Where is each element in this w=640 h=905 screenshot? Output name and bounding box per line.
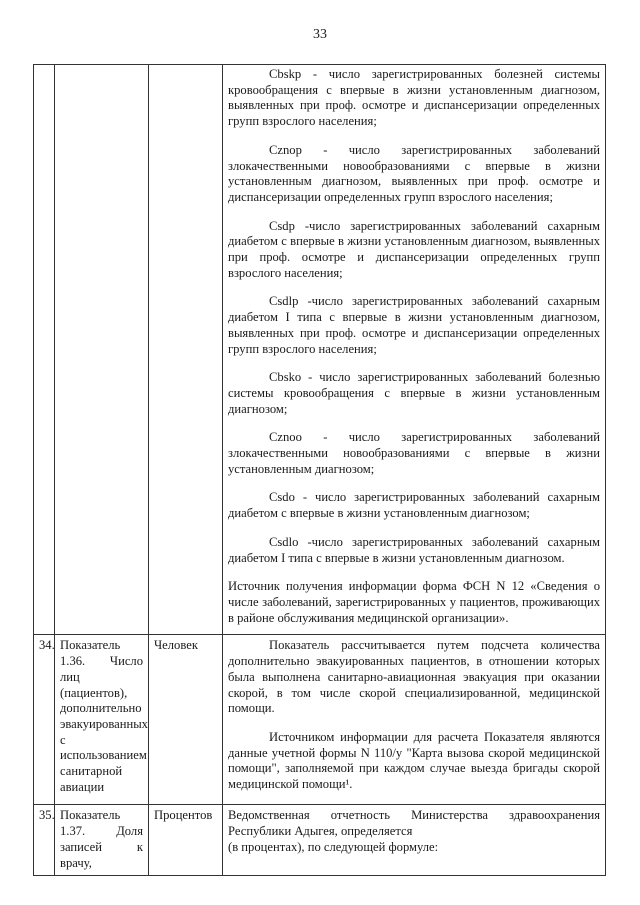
row-number-cell: 35. (34, 805, 55, 876)
description-cell (223, 805, 606, 876)
row-number-cell (34, 65, 55, 635)
unit-cell: Процентов (149, 805, 223, 876)
description-cell (223, 65, 606, 635)
indicator-table (33, 64, 606, 876)
table-row-34 (34, 635, 606, 805)
data-source-paragraph: Источником информации для расчета Показателя являются данные учетной формы N 110/у "Карта вызова скорой медицинской помощи", заполняемой при каждом случае выезда бригады скорой медицинской помощи¹. (228, 729, 600, 792)
indicator-name-cell (55, 65, 149, 635)
definition-csdo: Csdo - число зарегистрированных заболеваний сахарным диабетом с впервые в жизни установленным диагнозом; (228, 490, 600, 521)
indicator-name-cell: Показатель 1.36. Число лиц (пациентов), дополнительно эвакуированных с использованием санитарной авиации (55, 635, 149, 805)
definition-csdlp: Csdlp -число зарегистрированных заболеваний сахарным диабетом I типа с впервые в жизни установленным диагнозом, выявленных при проф. осмотре и диспансеризации определенных групп взрослого населения; (228, 294, 600, 356)
definition-cznop: Cznop - число зарегистрированных заболеваний злокачественными новообразованиями с впервые в жизни установленным диагнозом, выявленных при проф. осмотре и диспансеризации определенных групп взрослого населения; (228, 142, 600, 204)
page-number: 33 (313, 27, 327, 42)
description-cell (223, 635, 606, 805)
table-row-continued (34, 65, 606, 635)
formula-intro-line: (в процентах), по следующей формуле: (228, 839, 439, 854)
unit-cell: Человек (149, 635, 223, 805)
data-source-paragraph: Источник получения информации форма ФСН N 12 «Сведения о числе заболеваний, зарегистрированных у пациентов, проживающих в районе обслуживания медицинской организации». (228, 579, 600, 625)
definition-cbsko: Cbsko - число зарегистрированных заболеваний болезнью системы кровообращения с впервые в жизни установленным диагнозом; (228, 370, 600, 416)
calculation-paragraph: Показатель рассчитывается путем подсчета количества дополнительно эвакуированных пациентов, в отношении которых была выполнена санитарно-авиационная эвакуация при оказании скорой, в том числе скорой специализированной, медицинской помощи. (228, 638, 600, 716)
definition-csdlo: Csdlo -число зарегистрированных заболеваний сахарным диабетом I типа с впервые в жизни установленным диагнозом. (228, 534, 600, 565)
definition-cznoo: Cznoo - число зарегистрированных заболеваний злокачественными новообразованиями с впервые в жизни установленным диагнозом; (228, 430, 600, 476)
row-number-cell: 34. (34, 635, 55, 805)
table-row-35 (34, 805, 606, 876)
definition-csdp: Csdp -число зарегистрированных заболеваний сахарным диабетом с впервые в жизни установленным диагнозом, выявленных при проф. осмотре и диспансеризации определенных групп взрослого населения; (228, 218, 600, 280)
definition-cbskp: Cbskp - число зарегистрированных болезней системы кровообращения с впервые в жизни установленным диагнозом, выявленных при проф. осмотре и диспансеризации определенных групп взрослого населения; (228, 67, 600, 129)
unit-cell (149, 65, 223, 635)
indicator-name-cell: Показатель 1.37. Доля записей к врачу, (55, 805, 149, 876)
reporting-line: Ведомственная отчетность Министерства здравоохранения Республики Адыгея, определяется (228, 808, 600, 839)
